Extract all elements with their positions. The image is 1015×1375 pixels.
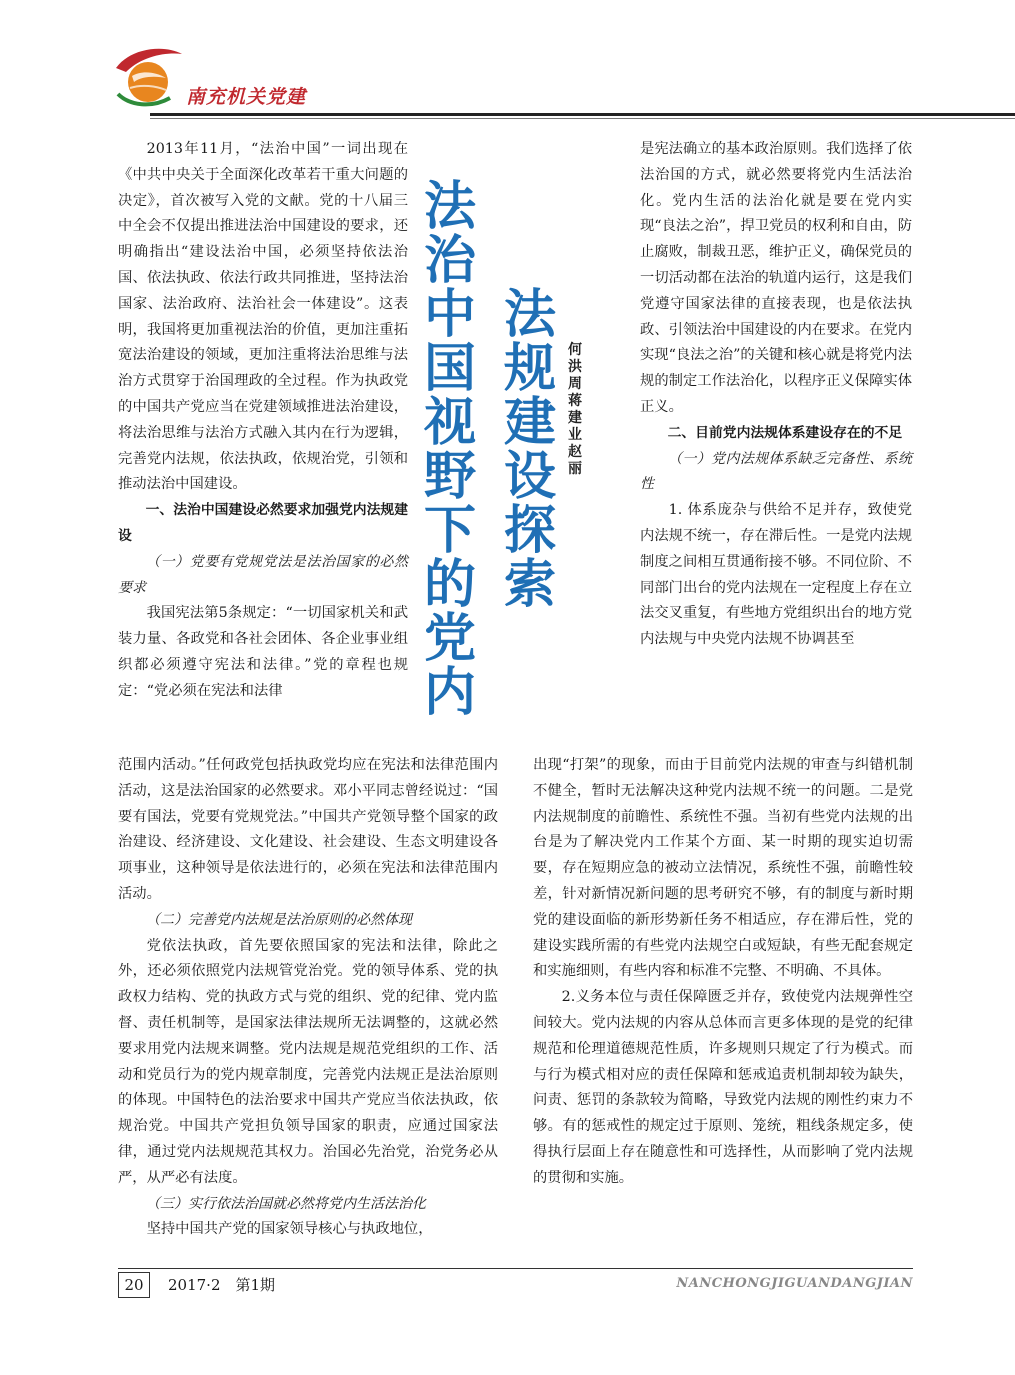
subsection-heading-1-3: （三）实行依法治国就必然将党内生活法治化	[146, 1195, 426, 1212]
intro-paragraph: 2013年11月，“法治中国”一词出现在《中共中央关于全面深化改革若干重大问题的决定》，首次被写入党的文献。党的十八届三中全会不仅提出推进法治中国建设的要求，还明确指出“建设法治中国，必须坚持依法治国、依法执政、依法行政共同推进，坚持法治国家、法治政府、法治社会一体建设”。这表明，我国将更加重视法治的价值，更加注重拓宽法治建设的领域，更加注重将法治思维与法治方式贯穿于治国理政的全过程。作为执政党的中国共产党应当在党建领域推进法治建设，将法治思维与法治方式融入其内在行为逻辑，完善党内法规，依法执政，依规治党，引领和推动法治中国建设。	[118, 141, 408, 493]
globe-swoosh-logo-icon	[112, 44, 184, 108]
paragraph-obligation: 2.义务本位与责任保障匮乏并存，致使党内法规弹性空间较大。党内法规的内容从总体而言更多体现的是党的纪律规范和伦理道德规范性质，许多规则只规定了行为模式。而与行为模式相对应的责任保障和惩戒追责机制却较为缺失，问责、惩罚的条款较为简略，导致党内法规的刚性约束力不够。有的惩戒性的规定过于原则、笼统，粗线条规定多，使得执行层面上存在随意性和可选择性，从而影响了党内法规的贯彻和实施。	[533, 989, 913, 1186]
footer-brand: NANCHONGJIGUANDANGJIAN	[676, 1276, 913, 1291]
issue-info: 2017·2 第1期	[168, 1276, 276, 1294]
right-column-bottom	[533, 753, 913, 1192]
left-column-bottom	[118, 753, 498, 1243]
section-heading-2: 二、目前党内法规体系建设存在的不足	[667, 424, 903, 441]
paragraph-continued: 是宪法确立的基本政治原则。我们选择了依法治国的方式，就必然要将党内生活法治化。党内生活的法治化就是要在党内实现“良法之治”，捍卫党员的权利和自由，防止腐败，制裁丑恶，维护正义，确保党员的一切活动都在法治的轨道内运行，这是我们党遵守国家法律的直接表现，也是依法执政、引领法治中国建设的内在要求。在党内实现“良法之治”的关键和核心就是将党内法规的制定工作法治化，以程序正义保障实体正义。	[640, 141, 912, 415]
subsection-heading-1-1: （一）党要有党规党法是法治国家的必然要求	[118, 553, 408, 596]
subsection-heading-2-1: （一）党内法规体系缺乏完备性、系统性	[640, 450, 912, 493]
subsection-heading-1-2: （二）完善党内法规是法治原则的必然体现	[146, 911, 412, 928]
article-title-line1: 法治中国视野下的党内	[423, 177, 476, 723]
section-heading-1: 一、法治中国建设必然要求加强党内法规建设	[118, 502, 408, 544]
page-header	[0, 0, 1015, 125]
article-title-line2: 法规建设探索	[503, 285, 556, 615]
paragraph-leadership: 坚持中国共产党的国家领导核心与执政地位，	[146, 1221, 433, 1238]
header-rule-thin	[150, 118, 1015, 119]
left-column-top	[118, 137, 408, 705]
page-number: 20	[118, 1272, 150, 1298]
paragraph-continued-right: 出现“打架”的现象，而由于目前党内法规的审查与纠错机制不健全，暂时无法解决这种党内法规不统一的问题。二是党内法规制度的前瞻性、系统性不强。当初有些党内法规的出台是为了解决党内工作某个方面、某一时期的现实迫切需要，存在短期应急的被动立法情况，系统性不强，前瞻性较差，针对新情况新问题的思考研究不够，有的制度与新时期党的建设面临的新形势新任务不相适应，存在滞后性，党的建设实践所需的有些党内法规空白或短缺，有些无配套规定和实施细则，有些内容和标准不完整、不明确、不具体。	[533, 757, 913, 980]
right-column-top	[640, 137, 912, 653]
brand-name: 南充机关党建	[186, 86, 307, 108]
paragraph-continued-left: 范围内活动。”任何政党包括执政党均应在宪法和法律范围内活动，这是法治国家的必然要求。邓小平同志曾经说过：“国要有国法，党要有党规党法。”中国共产党领导整个国家的政治建设、经济建设、文化建设、社会建设、生态文明建设各项事业，这种领导是依法进行的，必须在宪法和法律范围内活动。	[118, 757, 498, 902]
header-rule	[150, 113, 1015, 116]
paragraph-rule-of-law: 党依法执政，首先要依照国家的宪法和法律，除此之外，还必须依照党内法规管党治党。党的领导体系、党的执政权力结构、党的执政方式与党的组织、党的纪律、党内监督、责任机制等，是国家法律法规所无法调整的，这就必然要求用党内法规来调整。党内法规是规范党组织的工作、活动和党员行为的党内规章制度，完善党内法规正是法治原则的体现。中国特色的法治要求中国共产党应当依法执政，依规治党。中国共产党担负领导国家的职责，应通过国家法律，通过党内法规规范其权力。治国必先治党，治党务必从严，从严必有法度。	[118, 937, 498, 1186]
article-authors: 何洪周 蒋建业 赵丽	[568, 342, 582, 477]
paragraph-constitution: 我国宪法第5条规定：“一切国家机关和武装力量、各政党和各社会团体、各企业事业组织都必须遵守宪法和法律。”党的章程也规定：“党必须在宪法和法律	[118, 605, 408, 699]
paragraph-system: 1. 体系庞杂与供给不足并存，致使党内法规不统一，存在滞后性。一是党内法规制度之间相互贯通衔接不够。不同位阶、不同部门出台的党内法规在一定程度上存在立法交叉重复，有些地方党组织出台的地方党内法规与中央党内法规不协调甚至	[640, 502, 912, 648]
footer-rule	[118, 1268, 913, 1269]
